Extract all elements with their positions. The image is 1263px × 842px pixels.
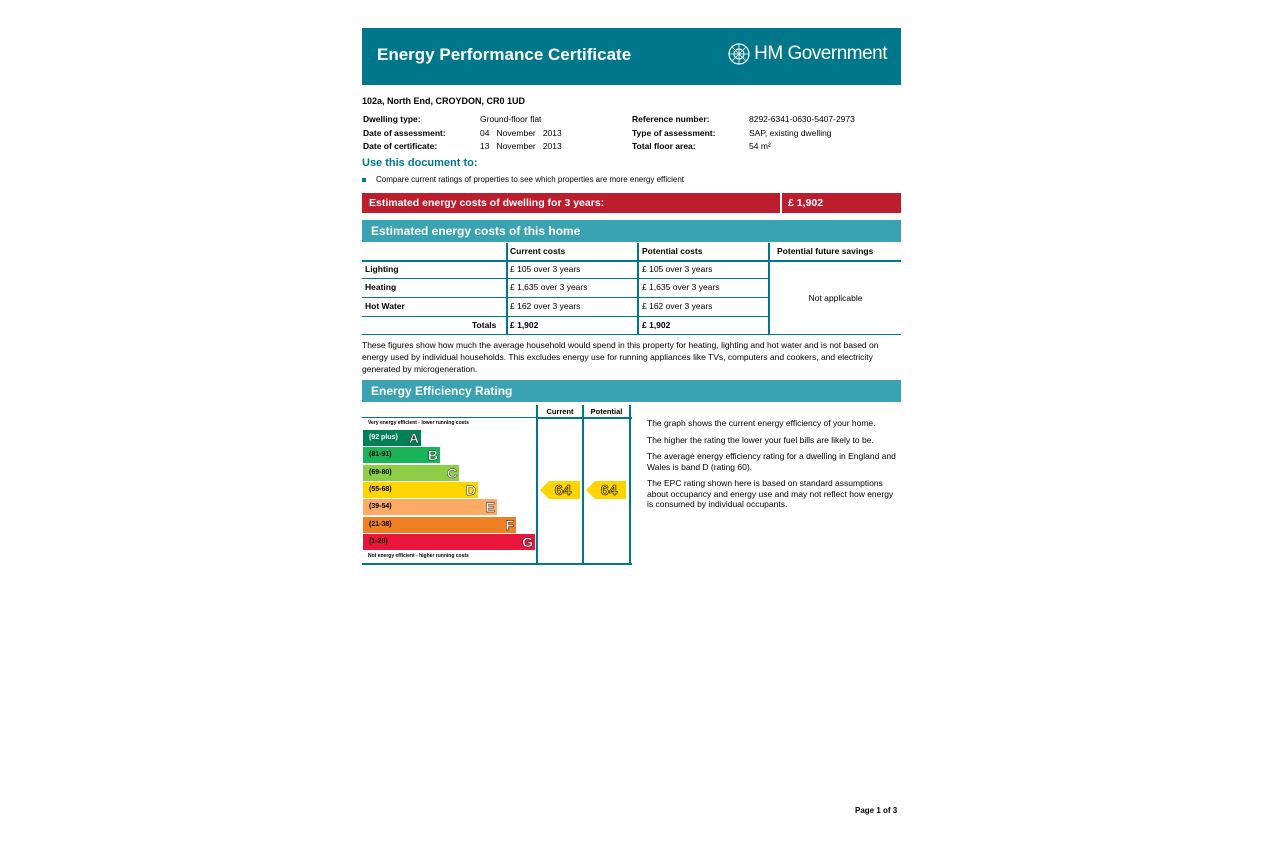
use-item-text: Compare current ratings of properties to see which properties are more energy efficient (376, 175, 685, 184)
detail-value: 8292-6341-0630-5407-2973 (749, 114, 855, 124)
hot-water-current: £ 162 over 3 years (510, 301, 581, 311)
detail-value: 13 November 2013 (480, 141, 562, 151)
potential-rating-arrow (586, 481, 628, 499)
detail-row (363, 140, 562, 154)
band-range: (39-54) (369, 503, 392, 511)
band-range: (55-68) (369, 485, 392, 493)
header-potential-costs: Potential costs (642, 246, 703, 256)
use-list-item (362, 175, 684, 184)
explanation-paragraph: The higher the rating the lower your fuel bills are likely to be. (647, 434, 874, 445)
band-range: (69-80) (369, 468, 392, 476)
rating-band-a (363, 430, 421, 446)
current-column-header: Current (546, 407, 574, 416)
brand-text: HM Government (754, 43, 887, 64)
table-divider (506, 243, 508, 335)
detail-value: 54 m² (749, 141, 771, 151)
band-letter: D (465, 481, 476, 498)
band-range: (21-38) (369, 520, 392, 528)
section-header-costs (362, 220, 901, 242)
detail-label: Date of certificate: (363, 141, 438, 151)
table-rule (362, 278, 769, 279)
detail-label: Dwelling type: (363, 114, 421, 124)
row-label-lighting: Lighting (365, 264, 399, 274)
band-letter: B (427, 447, 438, 464)
rating-band-e (363, 499, 497, 515)
table-rule (362, 260, 901, 262)
rating-band-b (363, 447, 440, 463)
detail-value: SAP, existing dwelling (749, 127, 832, 138)
future-savings-value: Not applicable (808, 293, 863, 303)
table-divider (768, 243, 770, 335)
band-letter: F (505, 516, 514, 533)
table-divider (637, 243, 639, 335)
detail-label: Type of assessment: (632, 127, 716, 138)
band-letter: C (446, 464, 457, 481)
detail-row (363, 127, 562, 141)
detail-value: 04 November 2013 (480, 127, 562, 138)
detail-row (632, 140, 855, 154)
estimated-cost-bar (362, 193, 901, 213)
inefficient-note: Not energy efficient - higher running costs (368, 553, 469, 559)
bullet-icon (362, 178, 366, 182)
property-address: 102a, North End, CROYDON, CR0 1UD (362, 96, 526, 106)
band-letter: E (485, 499, 495, 516)
header-current-costs: Current costs (510, 246, 566, 256)
current-rating-arrow (540, 481, 582, 499)
cost-bar-value: £ 1,902 (788, 197, 824, 209)
heating-potential: £ 1,635 over 3 years (642, 282, 720, 292)
rating-explanation (647, 418, 901, 516)
totals-label: Totals (472, 320, 497, 330)
lighting-potential: £ 105 over 3 years (642, 264, 713, 274)
explanation-paragraph: The average energy efficiency rating for a dwelling in England and Wales is band D (rating 60). (647, 451, 896, 472)
details-right (632, 113, 855, 154)
table-rule (362, 297, 769, 298)
efficient-note: Very energy efficient - lower running costs (368, 420, 469, 426)
cost-bar-label: Estimated energy costs of dwelling for 3 years: (369, 197, 605, 209)
header-future-savings: Potential future savings (777, 246, 874, 256)
heating-current: £ 1,635 over 3 years (510, 282, 588, 292)
cost-bar-divider (780, 193, 782, 213)
potential-column-header: Potential (590, 407, 623, 416)
band-range: (92 plus) (369, 434, 398, 441)
hm-government-logo (728, 43, 887, 65)
table-rule (362, 334, 901, 335)
detail-row (632, 127, 855, 141)
band-range: (1-20) (369, 537, 388, 545)
efficiency-rating-graph (362, 405, 632, 566)
rating-band-g (363, 534, 535, 550)
detail-row (363, 113, 562, 127)
explanation-paragraph: The EPC rating shown here is based on standard assumptions about occupancy and energy use and may not reflect how energy is consumed by individual occupants. (647, 478, 894, 509)
graph-divider (629, 405, 631, 565)
document-title: Energy Performance Certificate (377, 45, 632, 64)
section-title: Estimated energy costs of this home (371, 224, 581, 238)
page-number: Page 1 of 3 (855, 806, 898, 815)
graph-rule (362, 417, 536, 418)
section-header-efficiency (362, 380, 901, 402)
band-letter: G (522, 533, 533, 550)
explanation-paragraph: The graph shows the current energy efficiency of your home. (647, 418, 876, 428)
row-label-heating: Heating (365, 282, 397, 292)
detail-label: Date of assessment: (363, 127, 446, 138)
totals-current: £ 1,902 (510, 320, 539, 330)
current-rating-value: 64 (554, 481, 572, 499)
graph-divider (582, 405, 584, 565)
rating-band-f (363, 517, 516, 533)
detail-value: Ground-floor flat (480, 114, 542, 124)
graph-rule (362, 563, 632, 565)
potential-rating-value: 64 (600, 481, 618, 499)
band-letter: A (408, 430, 419, 446)
graph-divider (536, 405, 538, 565)
details-left (363, 113, 562, 154)
hot-water-potential: £ 162 over 3 years (642, 301, 713, 311)
detail-label: Total floor area: (632, 141, 696, 151)
rating-band-d (363, 482, 478, 498)
totals-potential: £ 1,902 (642, 320, 671, 330)
lighting-current: £ 105 over 3 years (510, 264, 581, 274)
use-document-title: Use this document to: (362, 157, 478, 169)
graph-rule (536, 417, 632, 419)
detail-label: Reference number: (632, 114, 710, 124)
detail-row (632, 113, 855, 127)
crest-icon (728, 43, 750, 65)
rating-band-c (363, 465, 459, 481)
row-label-hot-water: Hot Water (365, 301, 405, 311)
section-title: Energy Efficiency Rating (371, 384, 513, 398)
header-banner (362, 28, 901, 85)
band-range: (81-91) (369, 451, 392, 459)
table-rule (362, 316, 769, 317)
energy-costs-table (362, 243, 901, 335)
costs-explanation: These figures show how much the average household would spend in this property for heating, lighting and hot water and is not based on energy used by individual households. This excludes energy use for running appliances like TVs, computers and cookers, and electricity generated by microgeneration. (362, 340, 879, 374)
